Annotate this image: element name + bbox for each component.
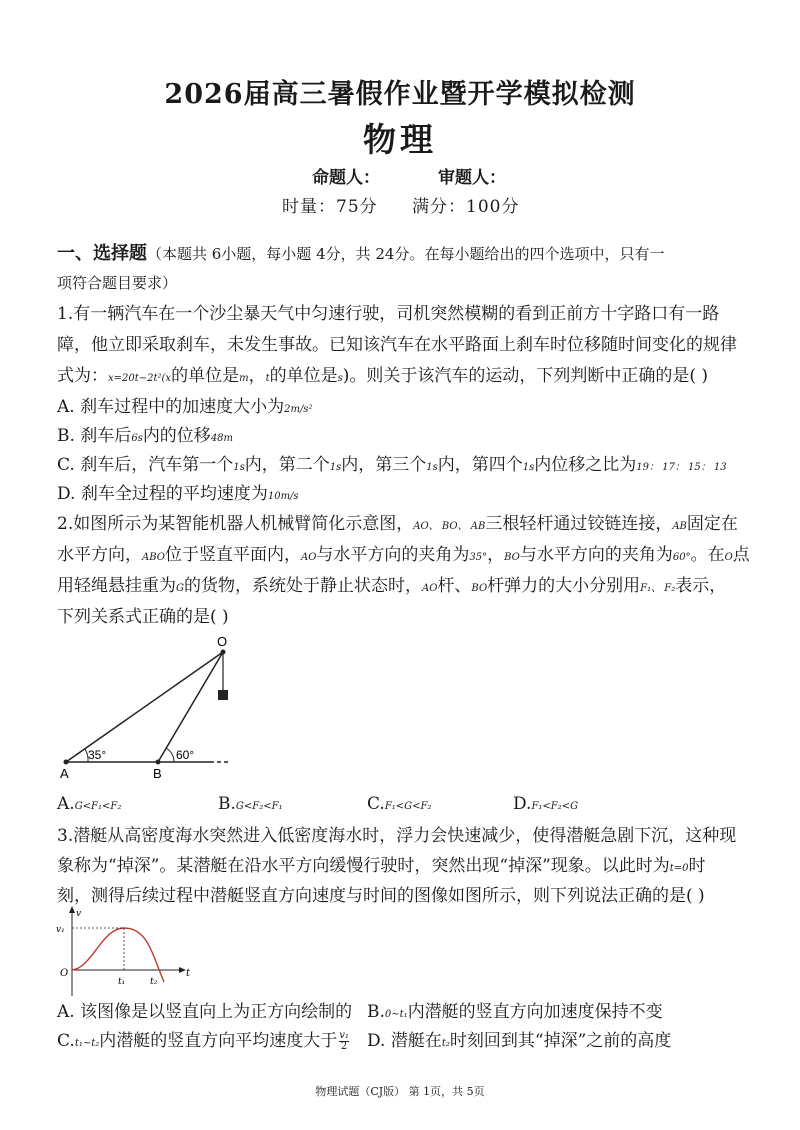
q2-math: ABO <box>142 552 165 563</box>
q2-math: 35° <box>469 552 488 563</box>
option-math: 19： 17： 15： 13 <box>636 462 727 473</box>
q2-text: 杆、 <box>437 576 472 596</box>
q2-text: 。在 <box>690 545 725 565</box>
q2-line-2 <box>57 541 757 572</box>
option-text: 内潜艇的竖直方向加速度保持不变 <box>407 1002 663 1022</box>
page-title: 2026届高三暑假作业暨开学模拟检测 <box>164 79 636 110</box>
q2-text: 与水平方向的夹角为 <box>316 545 470 565</box>
option-math: 10m/s <box>267 491 299 502</box>
option-text: 内位移之比为 <box>534 455 637 475</box>
q3-option-a: A. 该图像是以竖直向上为正方向绘制的 <box>57 1002 353 1022</box>
rod-bo <box>158 652 223 762</box>
q2-math: AB <box>672 521 687 532</box>
q2-text: 表示， <box>675 576 727 596</box>
label-t2: t₂ <box>150 977 158 987</box>
q2-option-a <box>57 790 227 821</box>
rod-ao <box>66 652 223 762</box>
hinge-b <box>156 760 161 765</box>
q2-option-d <box>513 790 653 821</box>
label-t: t <box>186 968 191 979</box>
q2-text: 2.如图所示为某智能机器人机械臂简化示意图， <box>57 514 414 534</box>
option-text: D. 刹车全过程的平均速度为 <box>57 484 268 504</box>
q3-option-d <box>367 1027 747 1058</box>
q2-text: 三根轻杆通过铰链连接， <box>485 514 673 534</box>
option-text: B. 刹车后 <box>57 426 132 446</box>
q1-option-c <box>57 451 757 482</box>
option-text: D. 潜艇在 <box>367 1031 442 1051</box>
option-text: 内，第四个 <box>437 455 523 475</box>
subject-title: 物理 <box>363 120 437 159</box>
exam-score: 满分：100分 <box>412 197 520 217</box>
section-heading-line <box>57 240 757 268</box>
q1-text: ， <box>248 366 266 386</box>
label-a: A <box>60 766 69 781</box>
q2-math: AO <box>422 583 438 594</box>
t-axis-arrow <box>179 967 186 973</box>
q2-text: 水平方向， <box>57 545 142 565</box>
author-label: 命题人： <box>312 168 380 188</box>
option-math: 1s <box>522 462 535 473</box>
label-angle-a: 35° <box>88 748 107 762</box>
q3-text: 象称为“掉深”。某潜艇在沿水平方向缓慢行驶时，突然出现“掉深”现象。以此时为 <box>57 856 670 876</box>
q3-text: 时 <box>688 856 706 876</box>
fraction-v1-over-2 <box>339 1031 349 1052</box>
q1-text: 的单位是 <box>269 366 338 386</box>
q2-text: 与水平方向的夹角为 <box>519 545 673 565</box>
option-text: C. <box>57 1031 75 1051</box>
option-math: 1s <box>329 462 342 473</box>
option-math: t₂ <box>441 1038 450 1049</box>
option-math: G<F₁<F₂ <box>74 801 122 812</box>
option-math: G<F₂<F₁ <box>235 801 283 812</box>
option-text: B. <box>218 794 236 814</box>
q2-option-c <box>367 790 507 821</box>
label-v: v <box>76 909 82 919</box>
hinge-a <box>64 760 69 765</box>
fraction-denominator: 2 <box>340 1041 348 1052</box>
section-desc-2: 项符合题目要求） <box>57 274 178 292</box>
q1-text: )。则关于该汽车的运动，下列判断中正确的是( ) <box>342 366 709 386</box>
q2-math: AO、 BO、 AB <box>413 521 486 532</box>
label-v1: v₁ <box>56 925 65 935</box>
fraction-numerator: v₁ <box>339 1030 349 1041</box>
q2-text: 的货物，系统处于静止状态时， <box>184 576 422 596</box>
option-text: B. <box>367 1002 385 1022</box>
option-math: t₁~t₂ <box>74 1038 100 1049</box>
q2-math: 60° <box>672 552 691 563</box>
option-text: 内，第二个 <box>244 455 330 475</box>
option-math: F₁<G<F₂ <box>384 801 432 812</box>
q1-line-2: 障，他立即采取刹车，未发生事故。已知该汽车在水平路面上刹车时位移随时间变化的规律 <box>57 335 737 355</box>
q1-line-1: 1.有一辆汽车在一个沙尘暴天气中匀速行驶，司机突然模糊的看到正前方十字路口有一路 <box>57 304 720 324</box>
option-text: A. 刹车过程中的加速度大小为 <box>57 397 285 417</box>
vt-curve <box>72 928 164 982</box>
q2-text: 固定在 <box>686 514 738 534</box>
section-heading: 一、选择题 <box>57 243 147 264</box>
q2-math: AO <box>300 552 317 563</box>
q2-math: F₁、 F₂ <box>640 583 676 594</box>
q1-text: 式为： <box>57 366 108 386</box>
q2-math: O <box>724 552 733 563</box>
exam-time: 时量：75分 <box>282 197 378 217</box>
option-text: 内，第三个 <box>341 455 427 475</box>
q1-option-b <box>57 422 757 453</box>
hinge-o <box>221 650 226 655</box>
reviewer-label: 审题人： <box>438 168 506 188</box>
option-text: D. <box>513 794 532 814</box>
q2-line-4: 下列关系式正确的是( ) <box>57 607 229 627</box>
q2-line-1 <box>57 510 757 541</box>
q1-formula: x=20t−2t²(x <box>108 373 172 384</box>
q2-text: 杆弹力的大小分别用 <box>487 576 641 596</box>
q3-option-b <box>367 998 747 1029</box>
option-math: 0~t₁ <box>384 1009 408 1020</box>
q1-text: 的单位是 <box>171 366 240 386</box>
label-t1: t₁ <box>118 977 126 987</box>
q2-line-3 <box>57 572 757 603</box>
v-axis-arrow <box>69 906 75 913</box>
page-footer: 物理试题（CJ版） 第 1页，共 5页 <box>315 1085 485 1098</box>
option-math: 6s <box>131 433 143 444</box>
option-text: C. <box>367 794 385 814</box>
q2-text: 位于竖直平面内， <box>164 545 301 565</box>
label-b: B <box>153 766 162 781</box>
label-origin: O <box>60 968 69 979</box>
q2-text: 用轻绳悬挂重为 <box>57 576 176 596</box>
label-angle-b: 60° <box>176 748 195 762</box>
q3-line-3: 刻，测得后续过程中潜艇竖直方向速度与时间的图像如图所示，则下列说法正确的是( ) <box>57 886 705 906</box>
q2-math: BO <box>504 552 520 563</box>
q2-math: BO <box>471 583 488 594</box>
option-math: 1s <box>426 462 438 473</box>
option-math: 2m/s² <box>284 404 313 415</box>
q1-unit: m <box>239 373 249 384</box>
q3-line-1: 3.潜艇从高密度海水突然进入低密度海水时，浮力会快速减少，使得潜艇急剧下沉，这种现 <box>57 826 737 846</box>
option-math: 1s <box>233 462 245 473</box>
q2-option-b <box>218 790 358 821</box>
q2-text: ， <box>487 545 505 565</box>
option-text: A. <box>57 794 75 814</box>
robot-arm-diagram <box>50 632 280 782</box>
q1-unit: s <box>337 373 343 384</box>
q1-option-d <box>57 480 757 511</box>
option-text: 时刻回到其“掉深”之前的高度 <box>449 1031 672 1051</box>
q3-math: t=0 <box>669 863 689 874</box>
q1-option-a <box>57 393 757 424</box>
option-math: F₁<F₂<G <box>531 801 579 812</box>
q1-line-3 <box>57 362 757 393</box>
option-text: 内的位移 <box>142 426 211 446</box>
q2-math: G <box>176 583 184 594</box>
q2-text: 点 <box>732 545 750 565</box>
q3-option-c <box>57 1027 367 1058</box>
q3-line-2 <box>57 852 757 883</box>
label-o: O <box>217 634 228 649</box>
velocity-time-graph <box>52 906 202 998</box>
weight-block <box>218 690 228 700</box>
option-text: C. 刹车后，汽车第一个 <box>57 455 234 475</box>
option-text: 内潜艇的竖直方向平均速度大于 <box>99 1031 338 1051</box>
q1-var: t <box>265 373 270 384</box>
section-desc-1: （本题共 6小题，每小题 4分，共 24分。在每小题给出的四个选项中，只有一 <box>147 245 665 263</box>
option-math: 48m <box>210 433 234 444</box>
angle-arc-b <box>166 748 174 762</box>
